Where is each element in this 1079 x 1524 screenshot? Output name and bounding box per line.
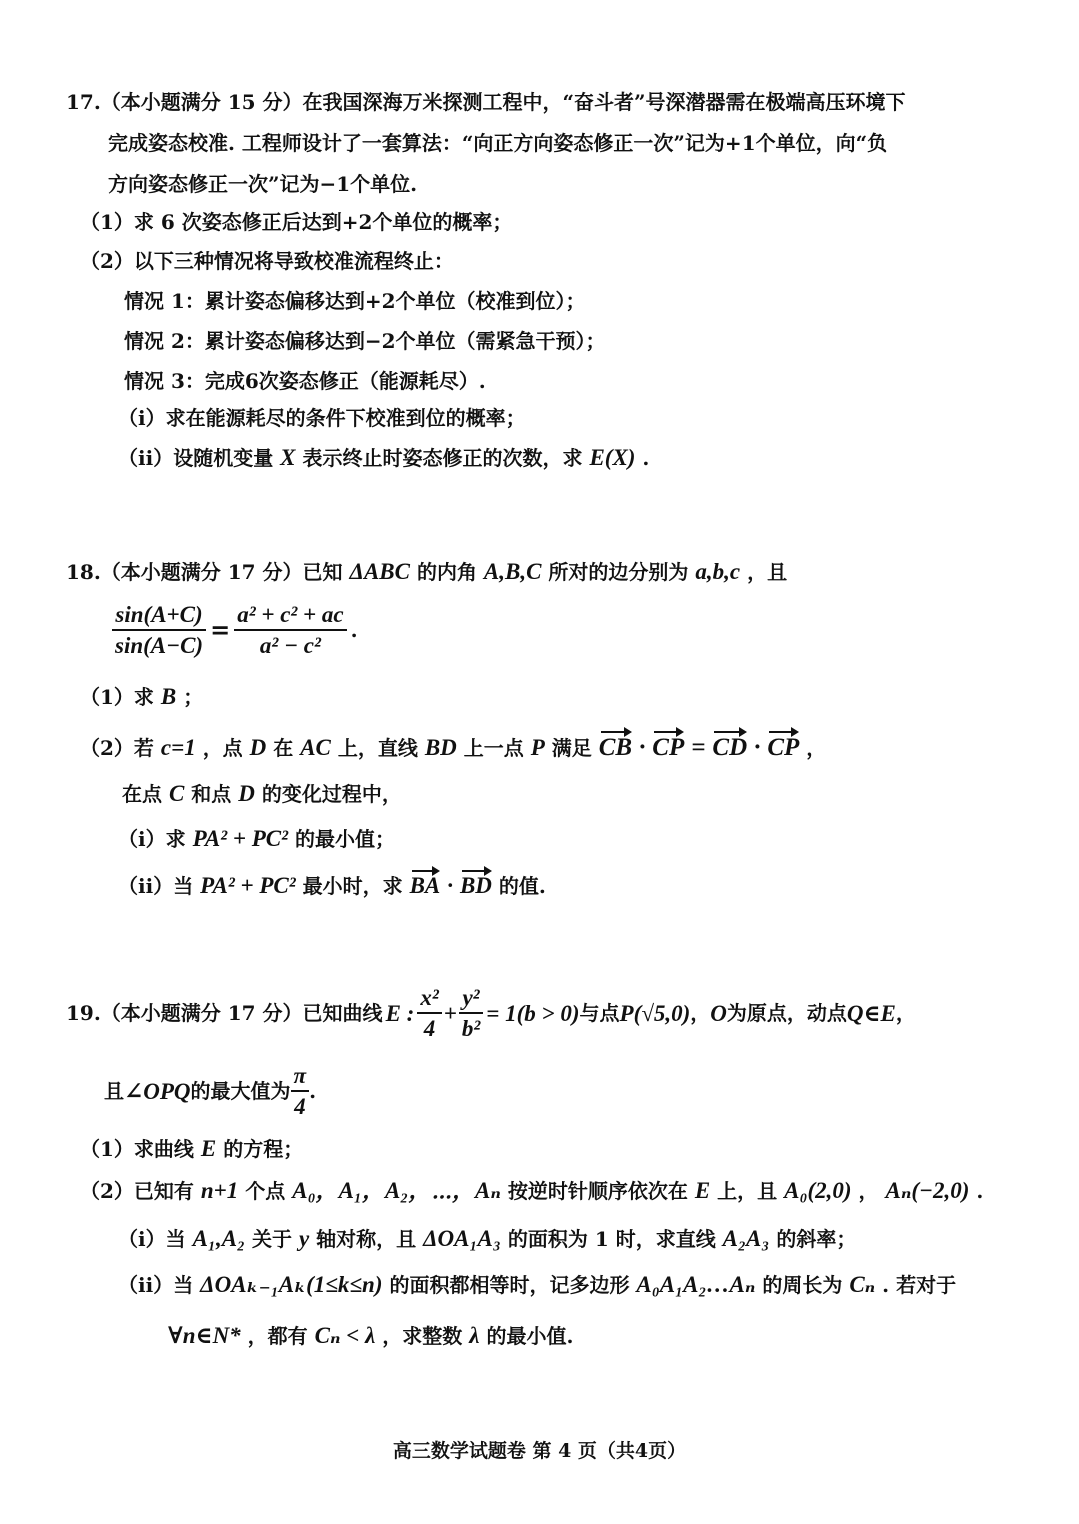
q19-origin-o: O	[710, 1000, 727, 1026]
q19-sub-ii-a: （ii）当	[118, 1273, 194, 1297]
q19-sub-ii-d: . 若对于	[882, 1273, 957, 1297]
q19-line2-b: 的最大值为	[190, 1079, 291, 1103]
q19-lambda: λ	[469, 1323, 480, 1348]
q17-case3: 情况 3：完成6次姿态修正（能源耗尽）.	[124, 369, 486, 393]
q18-part2-e: 在	[273, 736, 294, 760]
q18-sub-i-a: （i）求	[118, 827, 186, 851]
q18-frac-left-num: sin(A+C)	[112, 603, 205, 631]
q18-sub-i-b: 的最小值；	[295, 827, 396, 851]
q19-points-a1-a2: A₁,A₂	[192, 1226, 246, 1251]
q17-line2: 完成姿态校准. 工程师设计了一套算法：“向正方向姿态修正一次”记为+1个单位，向“负	[108, 131, 888, 155]
q17-part1: （1）求 6 次姿态修正后达到+2个单位的概率；	[80, 210, 513, 234]
q18-equation	[112, 603, 358, 657]
q19-line2-c: .	[309, 1079, 317, 1103]
q19-part2	[80, 1179, 983, 1202]
q18-part2-line2	[122, 782, 402, 805]
q18-part2-g: 上一点	[463, 736, 524, 760]
q19-part1-b: 的方程；	[223, 1137, 304, 1161]
q19-sub-i-a: （i）当	[118, 1227, 186, 1251]
q18-line2-a: 在点	[122, 782, 162, 806]
q17-case1: 情况 1：累计姿态偏移达到+2个单位（校准到位）；	[124, 289, 586, 313]
q18-frac-left-den: sin(A−C)	[115, 633, 204, 658]
q19-sub-ii2-c: 的最小值.	[486, 1324, 574, 1348]
q19-sub-i-c: 轴对称，且	[316, 1227, 417, 1251]
q19-part2-d: 上，且	[717, 1179, 778, 1203]
q19-part2-b: 个点	[245, 1179, 286, 1203]
q18-point-d: D	[249, 735, 267, 760]
q18-fraction-left	[112, 603, 206, 657]
q19-triangle-oak: ΔOAₖ₋₁Aₖ(1≤k≤n)	[200, 1272, 383, 1297]
q19-frac-y-num: y²	[459, 986, 482, 1014]
q18-part2-a: （2）若	[80, 736, 154, 760]
page-footer: 高三数学试题卷 第 4 页（共4页）	[392, 1440, 687, 1462]
q18-sides: a,b,c	[695, 559, 741, 584]
q19-sub-ii-c: 的周长为	[762, 1273, 843, 1297]
q19-angle-opq: ∠OPQ	[124, 1078, 191, 1104]
q18-dot-1: ·	[639, 734, 646, 761]
q19-pi-num: π	[291, 1064, 310, 1092]
q17-expectation: E(X)	[589, 445, 636, 470]
q18-eq-sign: =	[210, 615, 231, 644]
q18-line2-e: 的变化过程中，	[261, 782, 402, 806]
q19-part2-end: .	[976, 1179, 984, 1203]
q19-line2	[104, 1064, 316, 1118]
q19-pi-den: 4	[294, 1094, 306, 1119]
q17-line1: 17.（本小题满分 15 分）在我国深海万米探测工程中，“奋斗者”号深潜器需在极端高压环境下	[66, 90, 906, 114]
q19-frac-x-num: x²	[417, 986, 441, 1014]
q18-part1-a: （1）求	[80, 685, 154, 709]
q18-part2-h: 满足	[551, 736, 592, 760]
q19-head-e2: 为原点，动点	[726, 1001, 847, 1025]
q19-part1-a: （1）求曲线	[80, 1137, 194, 1161]
q18-sub-i	[118, 827, 395, 850]
q19-point-a0: A₀(2,0)	[784, 1178, 852, 1203]
q19-sub-i	[118, 1227, 856, 1250]
q19-head-f: ，	[895, 1001, 916, 1025]
q19-sub-ii	[118, 1273, 956, 1296]
q17-sub-ii-text-a: （ii）设随机变量	[118, 446, 274, 470]
q18-vector-cp-1: CP	[652, 734, 685, 761]
q19-sub-ii2-a: ，都有	[247, 1324, 308, 1348]
q19-part2-a: （2）已知有	[80, 1179, 194, 1203]
q18-vector-cd: CD	[712, 734, 748, 761]
q19-part2-c: 按逆时针顺序依次在	[507, 1179, 688, 1203]
q18-part2-end: ，	[806, 736, 827, 760]
q18-line-bd: BD	[424, 735, 457, 760]
q17-variable-x: X	[280, 445, 296, 470]
q19-line-a2a3: A₂A₃	[722, 1226, 770, 1251]
q19-frac-y	[459, 986, 483, 1040]
q18-part1	[80, 685, 203, 708]
q19-frac-y-den: b²	[461, 1016, 481, 1041]
q17-sub-ii	[118, 446, 649, 469]
q18-sub-ii	[118, 874, 546, 897]
q19-head-a: 19.（本小题满分 17 分）已知曲线	[66, 1001, 383, 1025]
q18-triangle: ΔABC	[349, 559, 410, 584]
q18-line2-b: 和点	[191, 782, 232, 806]
q19-frac-x	[417, 986, 441, 1040]
q19-part1-e: E	[200, 1136, 217, 1161]
q18-sub-i-expr: PA² + PC²	[192, 826, 289, 851]
q18-part1-c: ；	[183, 685, 204, 709]
q19-sub-i-b: 关于	[252, 1227, 293, 1251]
q18-sub-ii-a: （ii）当	[118, 874, 194, 898]
q19-n-plus-1: n+1	[200, 1178, 239, 1203]
q19-curve-e: E :	[385, 1000, 415, 1026]
q17-sub-ii-end: .	[642, 446, 650, 470]
q18-part1-b: B	[160, 684, 177, 709]
q18-c-eq-1: c=1	[160, 735, 196, 760]
q19-head-c: 与点	[579, 1001, 620, 1025]
q18-head	[66, 560, 787, 583]
q19-inequality: Cₙ < λ	[314, 1323, 376, 1348]
q17-part2: （2）以下三种情况将导致校准流程终止：	[80, 249, 454, 273]
q19-point-an: Aₙ(−2,0)	[885, 1178, 970, 1203]
q19-sub-i-d: 的面积为 1 时，求直线	[507, 1227, 716, 1251]
q19-head-d: ，	[690, 1001, 711, 1025]
q19-point-p: P(√5,0)	[619, 1000, 691, 1026]
q18-vector-cb: CB	[598, 734, 633, 761]
q18-segment-ac: AC	[300, 735, 331, 760]
q19-sub-ii2-b: ，求整数	[382, 1324, 463, 1348]
q18-part2-f: 上，直线	[337, 736, 418, 760]
q17-case2: 情况 2：累计姿态偏移达到−2个单位（需紧急干预）；	[124, 329, 606, 353]
q19-head	[66, 986, 916, 1040]
q19-part2-comma: ，	[858, 1179, 879, 1203]
q18-dot-3: ·	[447, 873, 453, 898]
q18-vec-eq: =	[691, 734, 706, 761]
q18-vector-bd: BD	[459, 873, 492, 898]
q18-fraction-right	[234, 603, 346, 657]
q18-part2-b: ，点	[202, 736, 243, 760]
q18-head-b: 的内角	[416, 560, 477, 584]
q19-point-q: Q∈E	[846, 1000, 896, 1026]
q17-line3: 方向姿态修正一次”记为−1个单位.	[108, 172, 418, 196]
q18-head-d: ，且	[747, 560, 788, 584]
q19-point-list: A₀，A₁，A₂，⋯，Aₙ	[292, 1178, 501, 1203]
q19-sub-i-e: 的斜率；	[776, 1227, 857, 1251]
q18-eq-end: .	[350, 618, 358, 642]
q19-forall-n: ∀n∈N*	[168, 1323, 241, 1348]
q19-line2-a: 且	[104, 1079, 124, 1103]
q18-head-c: 所对的边分别为	[548, 560, 689, 584]
q19-frac-x-den: 4	[423, 1016, 436, 1041]
q18-line2-point-d: D	[238, 781, 255, 806]
q19-polygon: A₀A₁A₂…Aₙ	[636, 1272, 756, 1297]
q17-sub-ii-text-b: 表示终止时姿态修正的次数，求	[302, 446, 583, 470]
q18-part2	[80, 735, 826, 760]
q18-frac-right-den: a² − c²	[259, 633, 321, 658]
q18-sub-ii-b: 最小时，求	[302, 874, 403, 898]
q19-part2-e: E	[694, 1178, 711, 1203]
q19-sub-ii-b: 的面积都相等时，记多边形	[389, 1273, 630, 1297]
q19-part1	[80, 1137, 303, 1160]
q19-head-b: = 1(b > 0)	[486, 1000, 580, 1026]
q19-sub-ii-line2	[168, 1324, 573, 1347]
q18-angles: A,B,C	[483, 559, 542, 584]
q19-triangle-oa1a3: ΔOA₁A₃	[423, 1226, 501, 1251]
q18-vector-ba: BA	[409, 873, 441, 898]
q18-point-p: P	[530, 735, 545, 760]
q18-frac-right-num: a² + c² + ac	[234, 603, 346, 631]
q17-sub-i: （i）求在能源耗尽的条件下校准到位的概率；	[118, 406, 526, 430]
q18-sub-ii-c: 的值.	[498, 874, 546, 898]
q18-line2-point-c: C	[168, 781, 185, 806]
q19-frac-pi	[291, 1064, 310, 1118]
q18-head-a: 18.（本小题满分 17 分）已知	[66, 560, 343, 584]
q19-plus: +	[443, 1000, 457, 1026]
q18-vector-cp-2: CP	[767, 734, 800, 761]
q19-y-axis: y	[298, 1226, 310, 1251]
q18-dot-2: ·	[754, 734, 761, 761]
q18-sub-ii-expr: PA² + PC²	[200, 873, 296, 898]
q19-perimeter-cn: Cₙ	[849, 1272, 876, 1297]
